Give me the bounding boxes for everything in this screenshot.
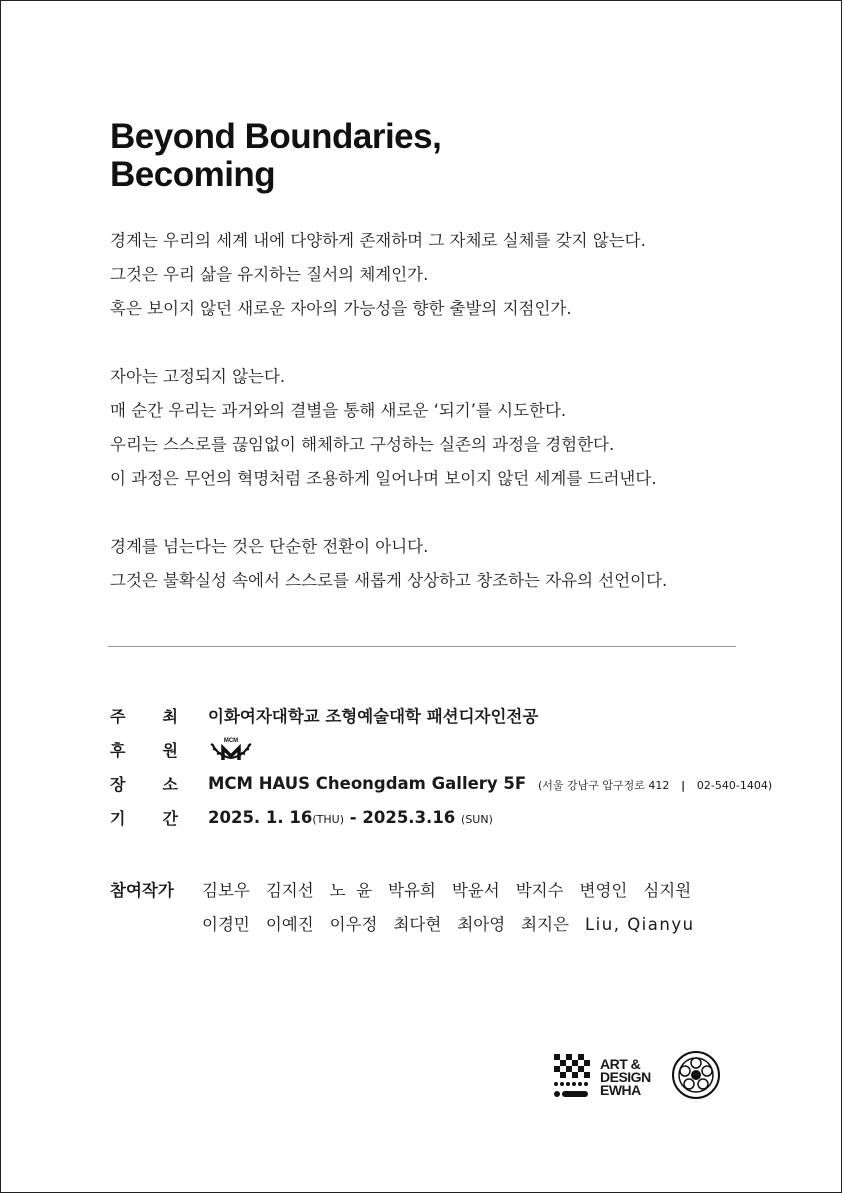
start-date: 2025. 1. 16 — [208, 807, 313, 827]
artist-name: 김보우 — [202, 881, 250, 900]
artist-name: Liu, Qianyu — [584, 915, 695, 934]
text-line: 경계는 우리의 세계 내에 다양하게 존재하며 그 자체로 실체를 갖지 않는다. — [110, 231, 646, 250]
info-label: 후 원 — [110, 740, 178, 760]
text-line: 우리는 스스로를 끊임없이 해체하고 구성하는 실존의 과정을 경험한다. — [110, 435, 615, 454]
text-line: 그것은 불확실성 속에서 스스로를 새롭게 상상하고 창조하는 자유의 선언이다. — [110, 571, 668, 590]
venue-value — [208, 774, 772, 793]
venue-name: MCM HAUS Cheongdam Gallery 5F — [208, 773, 527, 793]
host-value: 이화여자대학교 조형예술대학 패션디자인전공 — [208, 707, 539, 726]
separator: | — [681, 778, 686, 792]
period-value — [208, 808, 493, 827]
info-label: 장 소 — [110, 774, 178, 794]
artists-row — [110, 908, 695, 942]
artists-row — [110, 874, 695, 908]
text-line: 그것은 우리 삶을 유지하는 질서의 체계인가. — [110, 265, 429, 284]
divider — [108, 646, 736, 647]
artist-name: 최다현 — [393, 915, 442, 934]
exhibition-title — [110, 118, 441, 194]
artist-name: 이예진 — [265, 915, 314, 934]
text-line: 혹은 보이지 않던 새로운 자아의 가능성을 향한 출발의 지점인가. — [110, 299, 572, 318]
mcm-logo-text: MCM — [223, 738, 239, 744]
artist-name: 최지은 — [521, 915, 569, 934]
artist-name: 심지원 — [643, 881, 692, 900]
text-line: 이 과정은 무언의 혁명처럼 조용하게 일어나며 보이지 않던 세계를 드러낸다. — [110, 469, 657, 488]
artist-name: 최아영 — [457, 915, 506, 934]
info-row-venue — [110, 766, 772, 800]
artist-name: 박지수 — [515, 881, 564, 900]
participating-artists — [110, 874, 695, 942]
artist-name: 노 윤 — [329, 881, 373, 900]
ewha-university-seal-icon — [671, 1050, 721, 1104]
exhibition-info — [110, 698, 772, 834]
venue-address: (서울 강남구 압구정로 412 — [537, 778, 670, 792]
text-line: 매 순간 우리는 과거와의 결별을 통해 새로운 ‘되기’를 시도한다. — [110, 401, 567, 420]
artist-name: 변영인 — [579, 881, 628, 900]
artist-name: 박유희 — [388, 881, 436, 900]
info-label: 기 간 — [110, 808, 178, 828]
title-line: Becoming — [110, 155, 276, 194]
art-design-ewha-text: ART & DESIGN EWHA — [600, 1055, 651, 1098]
paragraph — [110, 224, 750, 326]
artist-name: 이경민 — [202, 915, 250, 934]
info-label: 주 최 — [110, 706, 178, 726]
info-row-period — [110, 800, 772, 834]
venue-phone: 02-540-1404) — [696, 778, 773, 792]
artist-name: 김지선 — [265, 881, 314, 900]
title-line: Beyond Boundaries, — [110, 117, 442, 156]
mcm-laurel-logo-icon — [208, 734, 254, 764]
artist-name: 박윤서 — [451, 881, 500, 900]
paragraph — [110, 530, 750, 598]
artist-name: 이우정 — [329, 915, 378, 934]
end-day: (SUN) — [461, 812, 493, 826]
info-row-host — [110, 698, 772, 732]
date-dash: - — [349, 807, 357, 827]
statement — [110, 224, 750, 598]
footer-logos — [554, 1050, 721, 1104]
paragraph — [110, 360, 750, 496]
art-design-ewha-logo-icon — [554, 1054, 651, 1100]
artists-label: 참여작가 — [110, 881, 174, 900]
text-line: 경계를 넘는다는 것은 단순한 전환이 아니다. — [110, 537, 429, 556]
start-day: (THU) — [312, 812, 345, 826]
info-row-sponsor — [110, 732, 772, 766]
text-line: 자아는 고정되지 않는다. — [110, 367, 286, 386]
end-date: 2025.3.16 — [362, 807, 456, 827]
